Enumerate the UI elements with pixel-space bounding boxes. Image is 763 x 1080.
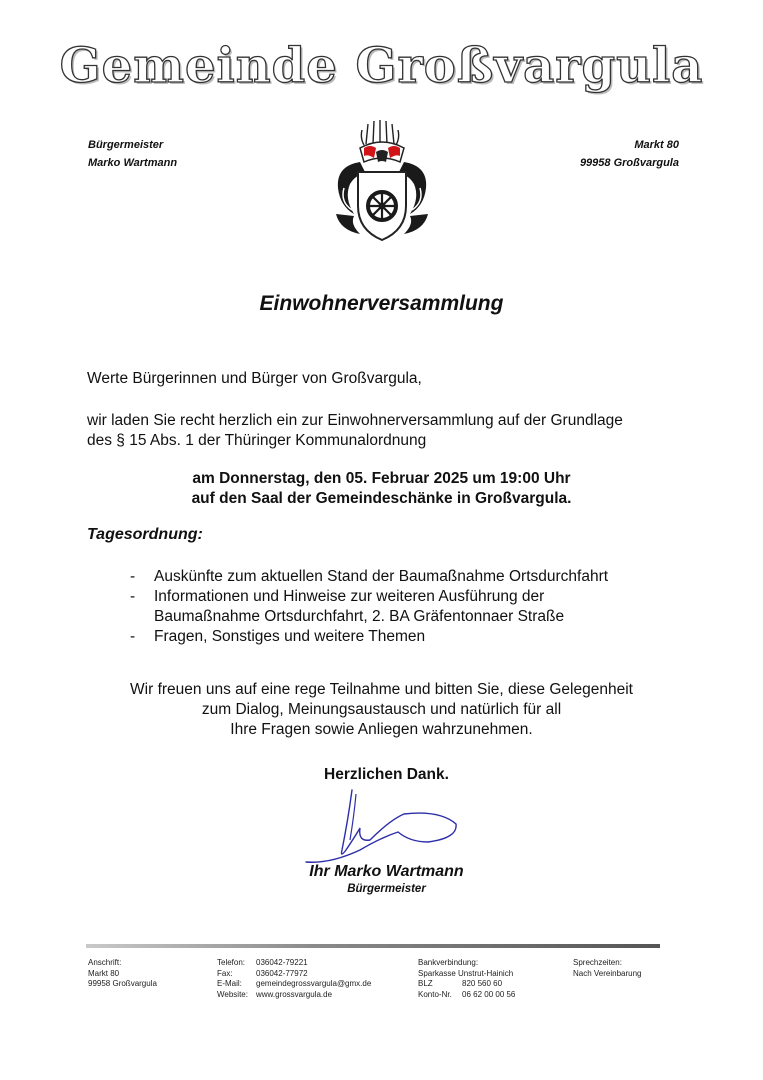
footer-hours [573,958,642,979]
intro-line: wir laden Sie recht herzlich ein zur Einwohnerversammlung auf der Grundlage [87,412,623,429]
footer-contact [217,958,371,1000]
agenda-item-text: Baumaßnahme Ortsdurchfahrt, 2. BA Gräfentonnaer Straße [154,608,565,625]
agenda-item [130,587,690,627]
footer-bank-name: Sparkasse Unstrut-Hainich [418,968,514,978]
agenda-item-text: - Auskünfte zum aktuellen Stand der Baumaßnahme Ortsdurchfahrt [154,568,609,585]
closing-line: Ihre Fragen sowie Anliegen wahrzunehmen. [230,721,533,738]
office-city: 99958 Großvargula [579,157,679,169]
footer-phone: Telefon: 036042-79221 [217,958,308,967]
office-street: Markt 80 [634,139,679,151]
signer-name: Ihr Marko Wartmann [309,863,464,880]
closing-paragraph [0,680,763,740]
event-location: auf den Saal der Gemeindeschänke in Großvargula. [191,490,572,507]
footer-email: E-Mail: gemeindegrossvargula@gmx.de [217,979,372,988]
closing-line: zum Dialog, Meinungsaustausch und natürlich für all [201,701,562,718]
letterhead-title: Gemeinde Großvargula [59,38,704,94]
footer-blz: BLZ 820 560 60 [418,979,503,988]
agenda-item [130,567,690,587]
footer-website: Website: www.grossvargula.de [217,989,333,999]
intro-line: des § 15 Abs. 1 der Thüringer Kommunalordnung [87,432,427,449]
agenda-title: Tagesordnung: [87,526,203,543]
footer-hours-value: Nach Vereinbarung [573,968,642,978]
footer-hours-label: Sprechzeiten: [573,958,622,967]
event-details [0,469,763,509]
footer-divider [86,944,660,948]
salutation: Werte Bürgerinnen und Bürger von Großvargula, [87,370,422,387]
footer-address-label: Anschrift: [88,958,122,967]
mayor-block [88,136,177,172]
footer-account: Konto-Nr. 06 62 00 00 56 [418,989,516,999]
footer-address [88,958,157,990]
office-address-block [580,136,679,172]
intro-paragraph [87,411,687,451]
footer-address-line: Markt 80 [88,968,120,978]
handwritten-signature [300,780,470,870]
agenda-item-text: - Fragen, Sonstiges und weitere Themen [154,628,426,645]
mayor-title: Bürgermeister [88,139,164,151]
document-heading: Einwohnerversammlung [259,292,504,315]
event-date: am Donnerstag, den 05. Februar 2025 um 19:00 Uhr [192,470,571,487]
footer-address-line: 99958 Großvargula [88,979,157,988]
agenda-item-text: - Informationen und Hinweise zur weiteren Ausführung der [154,588,545,605]
coat-of-arms [330,118,434,246]
footer-bank-label: Bankverbindung: [418,958,479,967]
agenda-list [130,567,690,647]
thanks-line: Herzlichen Dank. [324,766,449,783]
agenda-item [130,627,690,647]
mayor-name: Marko Wartmann [88,157,178,169]
closing-line: Wir freuen uns auf eine rege Teilnahme und bitten Sie, diese Gelegenheit [130,681,633,698]
footer-fax: Fax: 036042-77972 [217,968,308,978]
footer-bank [418,958,515,1000]
signer-role: Bürgermeister [347,883,426,895]
